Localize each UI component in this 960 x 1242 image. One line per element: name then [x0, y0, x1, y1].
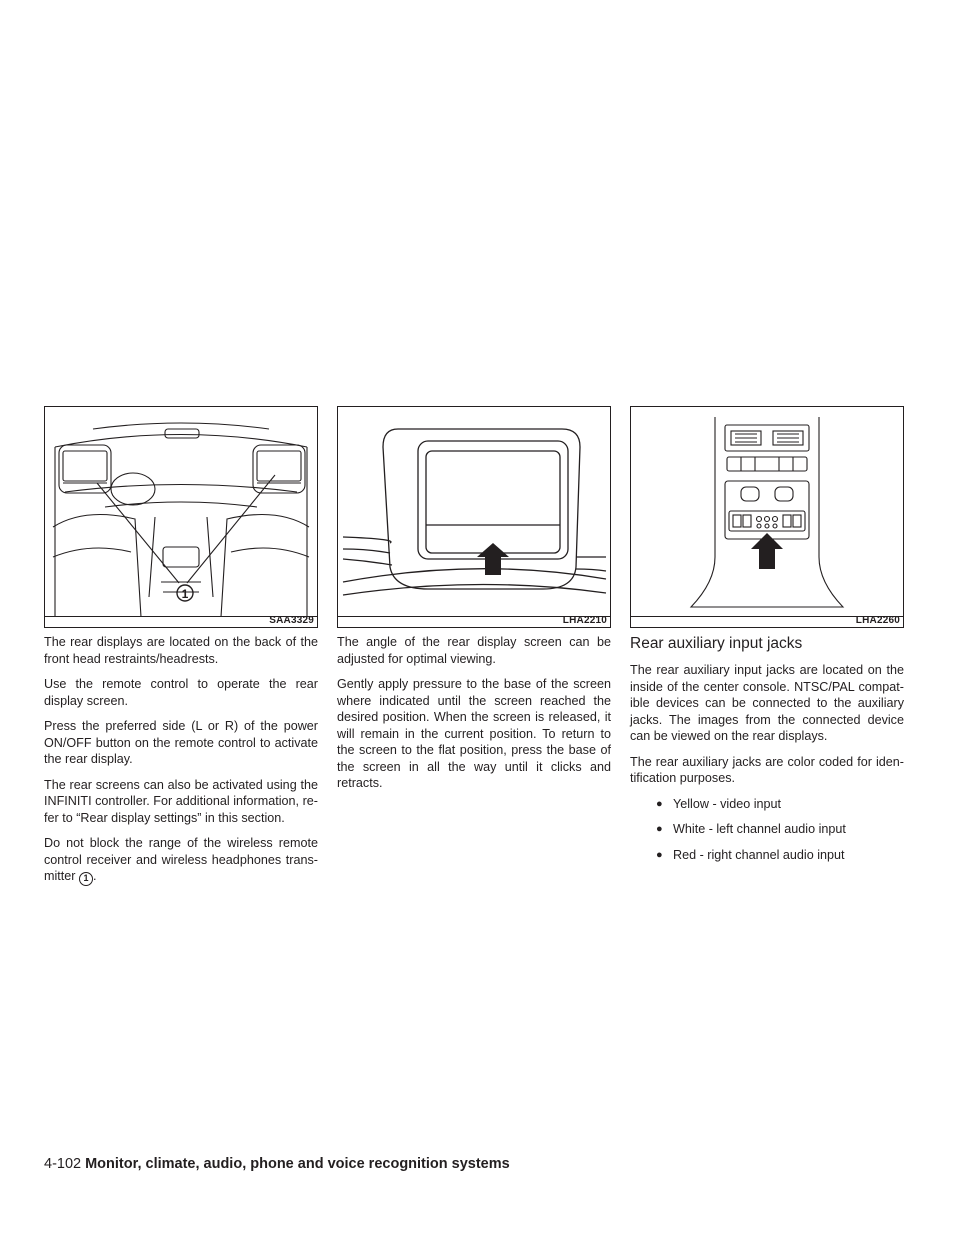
list-item-text: White - left channel audio input: [673, 822, 846, 836]
paragraph-text: Do not block the range of the wireless remote control receiver and wireless headphones trans-mitter: [44, 836, 318, 883]
paragraph: Press the preferred side (L or R) of the power ON/OFF button on the remote control to activate the rear display.: [44, 719, 318, 766]
page-number: 4-102: [44, 1156, 82, 1172]
list-item-text: Yellow - video input: [673, 796, 782, 811]
aux-jacks-illustration: [631, 407, 903, 627]
paragraph: The angle of the rear display screen can be adjusted for optimal viewing.: [337, 635, 611, 666]
section-heading: Rear auxiliary input jacks: [630, 635, 803, 652]
callout-marker: 1: [79, 872, 93, 886]
list-item-text: Red - right channel audio input: [673, 847, 845, 862]
figure-code: LHA2210: [562, 615, 607, 626]
list-item: [656, 796, 904, 813]
figure-code: SAA3329: [269, 615, 314, 626]
paragraph: The rear auxiliary jacks are color coded for iden-tification purposes.: [630, 754, 904, 785]
paragraph: Gently apply pressure to the base of the screen where indicated until the screen reached the desired position. When the screen is released, it will remain in the current position. To return to the screen to the flat position, press the base of the screen in all the way until it clicks and retracts.: [337, 677, 611, 790]
section-title: Monitor, climate, audio, phone and voice recognition systems: [85, 1156, 510, 1172]
bullet-icon: ●: [656, 823, 663, 835]
paragraph: Use the remote control to operate the rear display screen.: [44, 677, 318, 708]
paragraph: [44, 835, 318, 886]
figure-rear-displays: [44, 406, 318, 628]
jack-color-list: [630, 796, 904, 864]
bullet-icon: ●: [656, 797, 663, 810]
paragraph: The rear auxiliary input jacks are located on the inside of the center console. NTSC/PAL compat-ible devices can be connected to the auxiliary jacks. The images from the connected device can be viewed on the rear displays.: [630, 663, 904, 743]
figure-display-angle: [337, 406, 611, 628]
display-angle-illustration: [338, 407, 610, 627]
column-1: [44, 406, 318, 895]
figure-aux-jacks: [630, 406, 904, 628]
figure-code: LHA2260: [855, 615, 900, 626]
up-arrow-icon: [751, 533, 783, 569]
list-item: [656, 821, 904, 838]
bullet-icon: ●: [656, 848, 663, 861]
column-3: [630, 406, 904, 872]
page-footer: [44, 1156, 510, 1172]
list-item: [656, 847, 904, 864]
column-2: [337, 406, 611, 801]
paragraph: The rear screens can also be activated using the INFINITI controller. For additional information, re-fer to “Rear display settings” in this section.: [44, 777, 318, 825]
paragraph-end: .: [92, 869, 97, 883]
callout-number: 1: [181, 587, 189, 601]
paragraph: The rear displays are located on the back of the front head restraints/headrests.: [44, 635, 318, 666]
rear-displays-illustration: [45, 407, 317, 627]
